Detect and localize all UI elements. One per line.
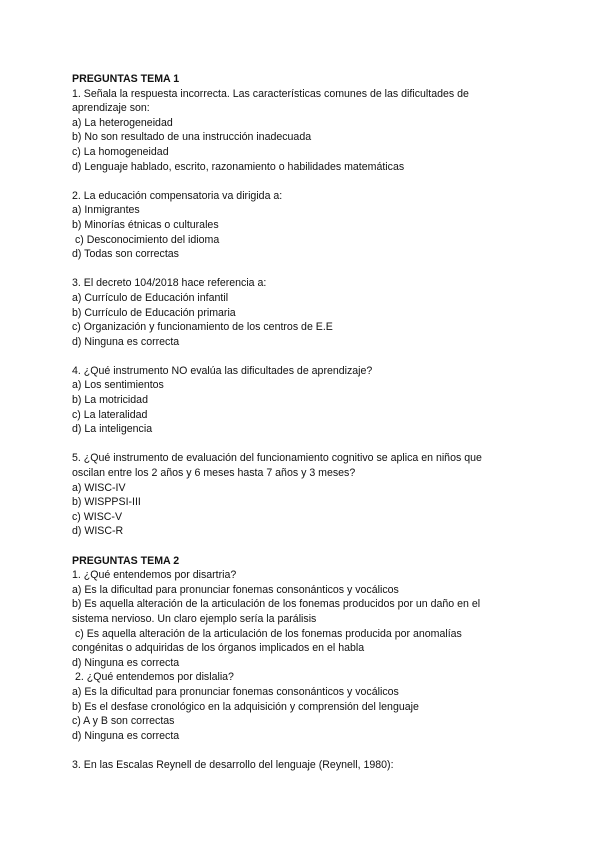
answer-option: d) WISC-R: [72, 525, 124, 538]
question-text: 4. ¿Qué instrumento NO evalúa las dificultades de aprendizaje?: [72, 364, 373, 377]
answer-option: a) Inmigrantes: [72, 204, 140, 217]
question-text: 2. ¿Qué entendemos por dislalia?: [72, 671, 234, 684]
answer-option: d) La inteligencia: [72, 423, 153, 436]
answer-option: d) Lenguaje hablado, escrito, razonamiento o habilidades matemáticas: [72, 160, 405, 173]
question-text: aprendizaje son:: [72, 102, 150, 115]
question-text: 2. La educación compensatoria va dirigida a:: [72, 189, 283, 202]
question-1: [72, 87, 540, 175]
question-text: 3. En las Escalas Reynell de desarrollo del lenguaje (Reynell, 1980):: [72, 758, 394, 771]
answer-option: c) Organización y funcionamiento de los centros de E.E: [72, 321, 333, 334]
answer-option: a) La heterogeneidad: [72, 116, 173, 129]
section-title: PREGUNTAS TEMA 1: [72, 73, 180, 85]
question-text: 5. ¿Qué instrumento de evaluación del funcionamiento cognitivo se aplica en niños que: [72, 452, 482, 465]
answer-option: d) Ninguna es correcta: [72, 335, 180, 348]
answer-option: c) Es aquella alteración de la articulación de los fonemas producida por anomalías: [72, 627, 462, 640]
section-tema-2: [72, 554, 540, 773]
answer-option: d) Todas son correctas: [72, 248, 179, 261]
answer-option: a) Es la dificultad para pronunciar fonemas consonánticos y vocálicos: [72, 583, 399, 596]
section-title: PREGUNTAS TEMA 2: [72, 554, 180, 567]
answer-option: b) Currículo de Educación primaria: [72, 306, 236, 319]
answer-option: c) WISC-V: [72, 510, 123, 523]
answer-option: a) WISC-IV: [72, 481, 126, 494]
question-text: 1. Señala la respuesta incorrecta. Las características comunes de las dificultades de: [72, 87, 469, 100]
question-3: [72, 276, 540, 349]
answer-option: b) Es el desfase cronológico en la adquisición y comprensión del lenguaje: [72, 700, 419, 713]
question-text: 1. ¿Qué entendemos por disartria?: [72, 569, 237, 582]
answer-option: c) Desconocimiento del idioma: [72, 233, 220, 246]
answer-option: sistema nervioso. Un claro ejemplo sería la parálisis: [72, 612, 317, 625]
answer-option: congénitas o adquiridas de los órganos implicados en el habla: [72, 642, 365, 655]
question-5: [72, 451, 540, 539]
answer-option: b) WISPPSI-III: [72, 496, 141, 509]
answer-option: c) A y B son correctas: [72, 715, 175, 728]
question-3: [72, 758, 540, 773]
answer-option: a) Es la dificultad para pronunciar fonemas consonánticos y vocálicos: [72, 685, 399, 698]
answer-option: b) La motricidad: [72, 394, 148, 407]
answer-option: d) Ninguna es correcta: [72, 656, 180, 669]
answer-option: b) Es aquella alteración de la articulación de los fonemas producidos por un daño en el: [72, 598, 481, 611]
answer-option: c) La lateralidad: [72, 408, 148, 421]
answer-option: a) Los sentimientos: [72, 379, 164, 392]
question-text: 3. El decreto 104/2018 hace referencia a:: [72, 277, 267, 290]
answer-option: b) Minorías étnicas o culturales: [72, 218, 219, 231]
section-tema-1: [72, 72, 540, 539]
question-2: [72, 189, 540, 262]
answer-option: b) No son resultado de una instrucción inadecuada: [72, 131, 312, 144]
answer-option: d) Ninguna es correcta: [72, 729, 180, 742]
question-4: [72, 364, 540, 437]
question-2: [72, 670, 540, 743]
question-text: oscilan entre los 2 años y 6 meses hasta 7 años y 3 meses?: [72, 467, 356, 480]
question-1: [72, 568, 540, 670]
answer-option: c) La homogeneidad: [72, 145, 169, 158]
answer-option: a) Currículo de Educación infantil: [72, 291, 229, 304]
